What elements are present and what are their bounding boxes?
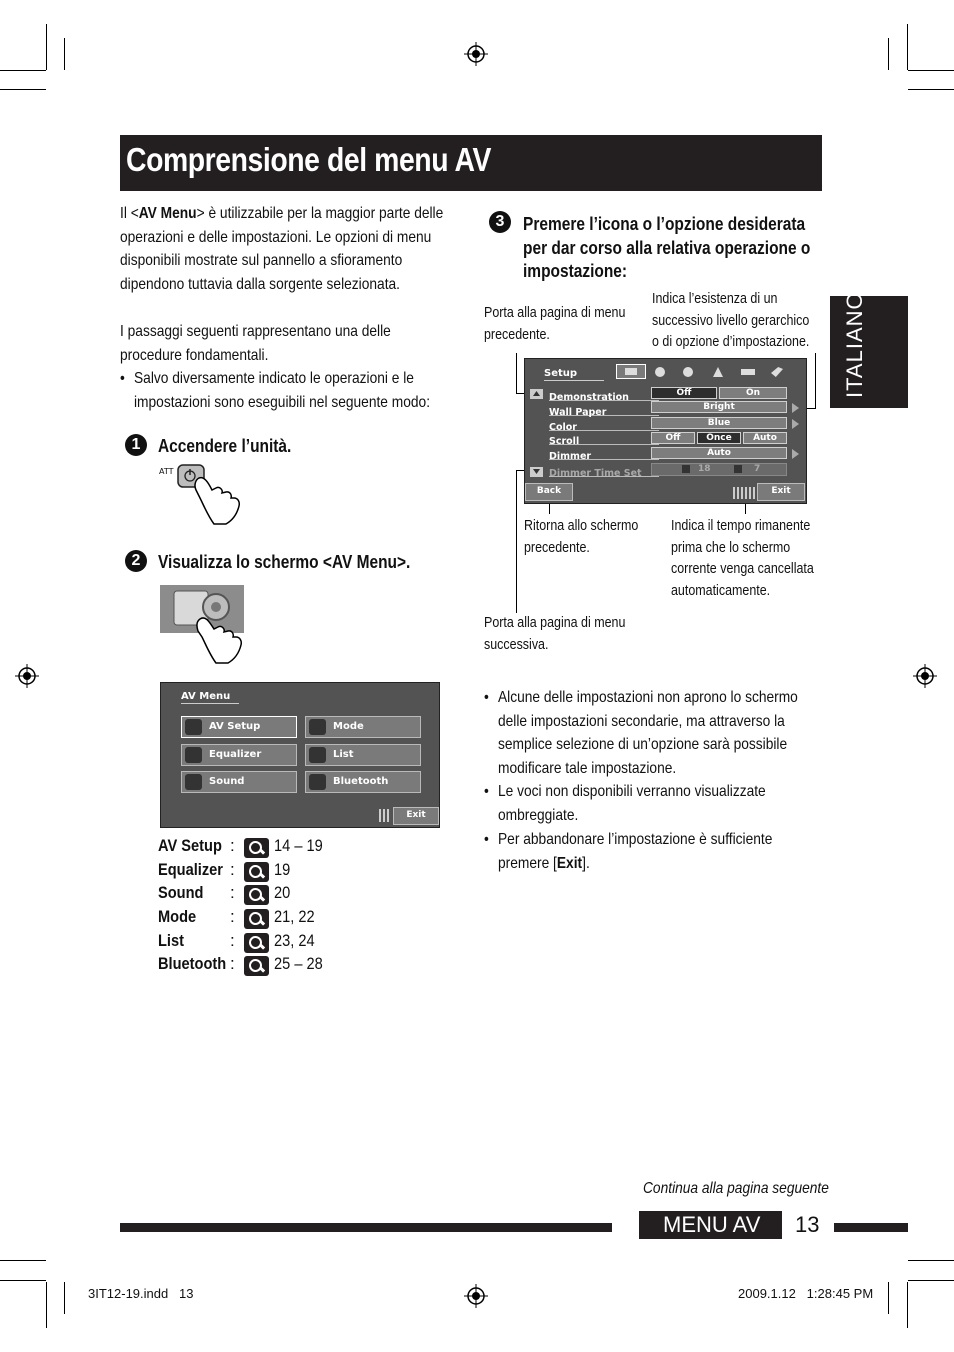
footer-rule-left [120, 1223, 612, 1232]
bullet-dot: • [120, 370, 125, 387]
mode-label: Mode [333, 721, 364, 732]
color-value[interactable]: Blue [651, 417, 787, 429]
magnifier-icon [244, 885, 269, 905]
setup-back-button[interactable]: Back [525, 483, 573, 501]
setup-row-scroll[interactable] [549, 431, 659, 445]
reference-row [158, 883, 358, 907]
scroll-once-option[interactable]: Once [697, 432, 741, 444]
setup-row-demonstration[interactable] [549, 387, 659, 401]
dimmer-value[interactable]: Auto [651, 447, 787, 459]
scroll-off-option[interactable]: Off [651, 432, 695, 444]
page-number: 13 [795, 1212, 820, 1237]
sound-label: Sound [209, 776, 245, 787]
crop-mark [888, 38, 889, 70]
setup-title: Setup [544, 368, 578, 379]
av-menu-title-underline [181, 703, 239, 704]
av-setup-button[interactable] [181, 716, 297, 738]
wallpaper-value[interactable]: Bright [651, 401, 787, 413]
registration-mark-icon [913, 664, 937, 688]
crop-mark [888, 1282, 889, 1314]
step-number-2: 2 [125, 550, 147, 572]
note-3 [498, 828, 814, 875]
gear-icon [185, 719, 202, 735]
callout-timer: Indica il tempo rimanente prima che lo schermo corrente venga cancellata automaticamente. [671, 518, 814, 599]
crop-mark [64, 1282, 65, 1314]
crop-mark [908, 1260, 954, 1261]
setup-row-label: Color [549, 422, 577, 433]
equalizer-button[interactable] [181, 744, 297, 766]
timer-indicator [379, 809, 391, 822]
equalizer-label: Equalizer [209, 749, 262, 760]
callout-next-page: Porta alla pagina di menu successiva. [484, 615, 626, 653]
reference-pages: 21, 22 [274, 907, 315, 927]
bullet-dot: • [484, 689, 489, 706]
intro-prefix: Il < [120, 205, 139, 222]
setup-row-color[interactable] [549, 417, 659, 431]
next-level-arrow-icon[interactable] [792, 403, 799, 413]
note-3-prefix: Per abbandonare l’impostazione è sufficiente premere [ [498, 831, 773, 872]
reference-row [158, 860, 358, 884]
disc-icon[interactable] [683, 367, 693, 377]
magnifier-icon [244, 838, 269, 858]
reference-name: Mode [158, 907, 197, 927]
on-time-icon [682, 465, 690, 473]
input-icon[interactable] [741, 369, 755, 375]
sound-button[interactable] [181, 771, 297, 793]
bluetooth-icon [309, 774, 326, 790]
reference-pages: 25 – 28 [274, 954, 323, 974]
reference-row [158, 907, 358, 931]
leader-line [516, 470, 517, 613]
setup-exit-button[interactable]: Exit [757, 483, 805, 501]
off-time-icon [734, 465, 742, 473]
reference-colon: : [230, 883, 235, 903]
mode-button[interactable] [305, 716, 421, 738]
reference-row [158, 836, 358, 860]
page-title: Comprensione del menu AV [126, 141, 491, 178]
dimmer-off-time: 7 [754, 464, 761, 474]
print-date-info: 2009.1.12 1:28:45 PM [738, 1286, 874, 1301]
setup-row-dimmer-time-set [549, 463, 659, 477]
print-file-info: 3IT12-19.indd 13 [88, 1286, 194, 1301]
setup-row-label: Wall Paper [549, 407, 607, 418]
av-menu-button-press-icon [160, 585, 252, 665]
setup-row-wallpaper[interactable] [549, 402, 659, 416]
sun-gear-icon [309, 719, 326, 735]
reference-pages: 23, 24 [274, 930, 315, 950]
crop-mark [46, 1282, 47, 1328]
next-level-arrow-icon[interactable] [792, 449, 799, 459]
av-menu-exit-button[interactable]: Exit [393, 807, 439, 825]
sound-icon [185, 774, 202, 790]
setup-screen [524, 358, 807, 504]
equalizer-icon [185, 747, 202, 763]
magnifier-icon [244, 909, 269, 929]
crop-mark [907, 24, 908, 70]
intro-paragraph-2: I passaggi seguenti rappresentano una delle procedure fondamentali. [120, 323, 391, 364]
language-tab-label: ITALIANO [842, 291, 867, 398]
leader-line [815, 353, 816, 408]
intro-av-menu-bold: AV Menu [138, 205, 197, 222]
page-reference-list [158, 836, 358, 978]
crop-mark [907, 1282, 908, 1328]
reference-name: Equalizer [158, 859, 224, 879]
callout-next-level: Indica l’esistenza di un successivo livello gerarchico o di opzione d’impostazione. [652, 291, 810, 350]
crop-mark [46, 24, 47, 70]
setup-row-label: Demonstration [549, 392, 629, 403]
crop-mark [908, 1280, 954, 1281]
dimmer-on-time: 18 [698, 464, 711, 474]
reference-name: Bluetooth [158, 954, 227, 974]
reference-pages: 14 – 19 [274, 836, 323, 855]
bullet-dot: • [484, 783, 489, 800]
wrench-icon[interactable] [771, 367, 783, 377]
av-setup-label: AV Setup [209, 721, 261, 732]
crop-mark [0, 70, 46, 71]
att-label: ATT [159, 467, 174, 476]
list-label: List [333, 749, 354, 760]
crop-mark [908, 89, 954, 90]
footer-section-label: MENU AV [663, 1212, 761, 1237]
list-button[interactable] [305, 744, 421, 766]
intro-bullet: Salvo diversamente indicato le operazioni e le impostazioni sono eseguibili nel seguente modo: [134, 370, 431, 411]
registration-mark-icon [464, 42, 488, 66]
setup-tab-active[interactable] [616, 364, 646, 379]
setup-row-label: Dimmer [549, 451, 592, 462]
reference-colon: : [230, 930, 235, 950]
reference-row [158, 931, 358, 955]
page-down-button[interactable] [530, 467, 543, 477]
intro-rest: > è utilizzabile per la maggior parte delle operazioni e delle impostazioni. Le opzioni di menu disponibili mostrate sul pannello a sfioramento dipendono tuttavia dalla sorgente selezionata. [120, 205, 444, 293]
reference-pages: 19 [274, 859, 291, 879]
reference-name: List [158, 930, 185, 950]
bluetooth-label: Bluetooth [333, 776, 389, 787]
crop-mark [908, 70, 954, 71]
reference-colon: : [230, 907, 235, 927]
power-button-press-icon [170, 462, 250, 526]
step-number-1: 1 [125, 434, 147, 456]
intro-paragraph [120, 202, 452, 296]
note-1: Alcune delle impostazioni non aprono lo schermo delle impostazioni secondarie, ma attraverso la semplice selezione di un’opzione sarà possibile modificare tale impostazione. [498, 689, 798, 777]
registration-mark-icon [464, 1284, 488, 1308]
list-icon [309, 747, 326, 763]
callout-back: Ritorna allo schermo precedente. [524, 518, 639, 556]
footer-rule-right [834, 1223, 908, 1232]
registration-mark-icon [15, 664, 39, 688]
arrow-up-icon [533, 391, 540, 396]
magnifier-icon [244, 956, 269, 976]
av-menu-screen [160, 682, 440, 828]
setup-row-dimmer[interactable] [549, 446, 659, 460]
reference-name: AV Setup [158, 836, 222, 855]
crop-mark [64, 38, 65, 70]
reference-name: Sound [158, 883, 204, 903]
scroll-auto-option[interactable]: Auto [743, 432, 787, 444]
next-level-arrow-icon[interactable] [792, 419, 799, 429]
clock-icon[interactable] [655, 367, 665, 377]
demonstration-on-option[interactable]: On [719, 387, 787, 399]
callout-prev-page: Porta alla pagina di menu precedente. [484, 305, 626, 343]
antenna-icon[interactable] [713, 367, 723, 377]
dimmer-time-set-field [651, 463, 787, 476]
crop-mark [0, 89, 46, 90]
reference-row [158, 954, 358, 978]
note-2: Le voci non disponibili verranno visualizzate ombreggiate. [498, 783, 766, 824]
reference-colon: : [230, 836, 235, 855]
continue-note: Continua alla pagina seguente [643, 1180, 829, 1197]
step-number-3: 3 [489, 211, 511, 233]
setup-row-label: Scroll [549, 436, 580, 447]
note-3-suffix: ]. [582, 854, 590, 872]
reference-pages: 20 [274, 883, 291, 903]
bluetooth-button[interactable] [305, 771, 421, 793]
reference-colon: : [230, 954, 235, 974]
step-1-text: Accendere l’unità. [158, 436, 292, 456]
page-up-button[interactable] [530, 389, 543, 399]
magnifier-icon [244, 862, 269, 882]
reference-colon: : [230, 859, 235, 879]
magnifier-icon [244, 933, 269, 953]
crop-mark [0, 1280, 46, 1281]
bullet-dot: • [484, 831, 489, 848]
timer-indicator [733, 487, 755, 499]
arrow-down-icon [533, 469, 540, 474]
display-icon [625, 368, 637, 375]
av-menu-title: AV Menu [181, 691, 231, 702]
setup-row-label: Dimmer Time Set [549, 468, 642, 479]
note-3-exit-bold: Exit [556, 854, 583, 872]
crop-mark [0, 1260, 46, 1261]
step-3-text: Premere l’icona o l’opzione desiderata per dar corso alla relativa operazione o impostazione: [523, 214, 811, 281]
setup-title-underline [544, 380, 604, 381]
step-2-text: Visualizza lo schermo <AV Menu>. [158, 552, 411, 572]
demonstration-off-option[interactable]: Off [651, 387, 717, 399]
leader-line [516, 353, 517, 393]
